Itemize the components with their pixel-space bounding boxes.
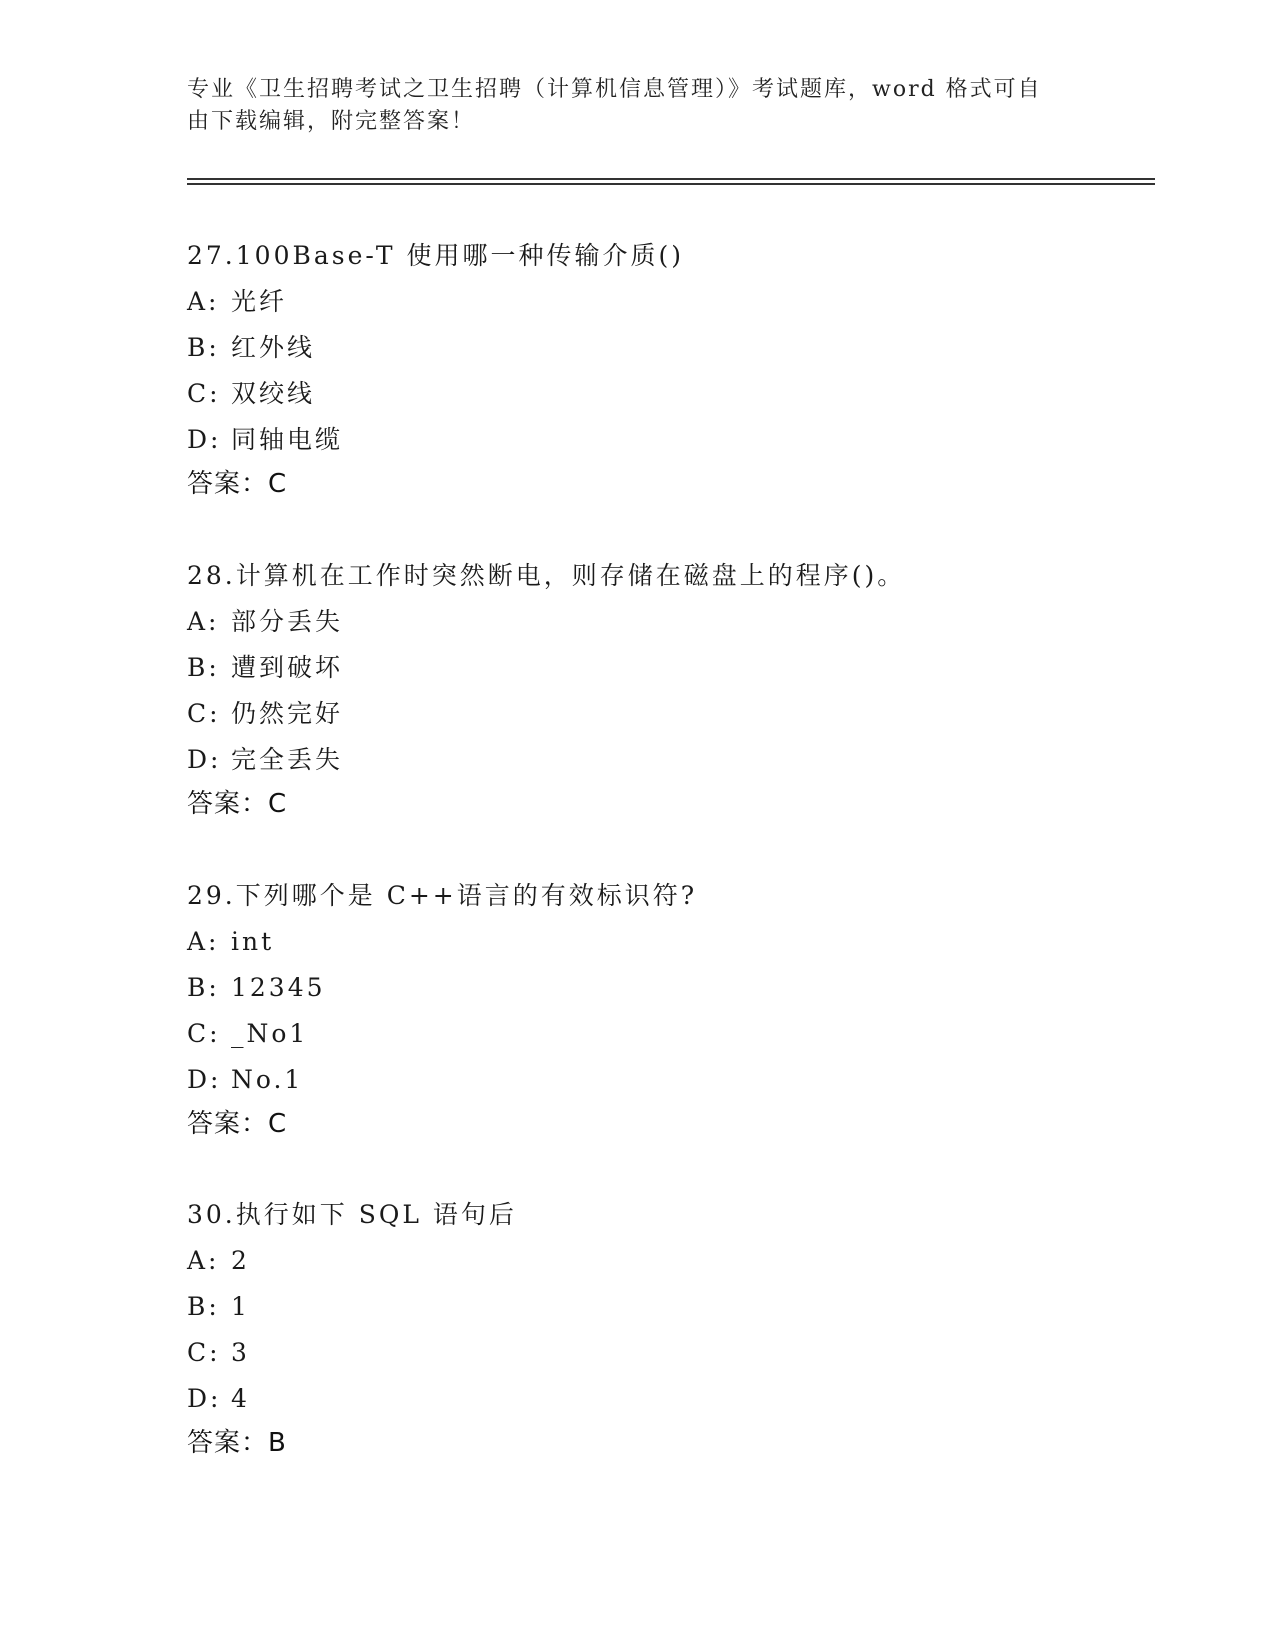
option-text: 双绞线 (231, 379, 316, 408)
question-27 (187, 240, 1147, 500)
option-a (187, 606, 1147, 638)
question-29 (187, 880, 1147, 1140)
option-key: A: (187, 607, 220, 636)
option-text: _No1 (231, 1019, 309, 1048)
option-text: No.1 (231, 1065, 304, 1094)
option-d (187, 1383, 1147, 1415)
question-30 (187, 1199, 1147, 1459)
option-text: 完全丢失 (231, 745, 344, 774)
option-key: D: (187, 745, 222, 774)
option-text: 4 (231, 1384, 250, 1413)
option-d (187, 744, 1147, 776)
question-28 (187, 560, 1147, 820)
option-key: A: (187, 927, 220, 956)
option-d (187, 1064, 1147, 1096)
option-text: 遭到破坏 (231, 653, 344, 682)
document-header (187, 74, 1067, 138)
option-key: D: (187, 1384, 222, 1413)
option-b (187, 652, 1147, 684)
option-key: C: (187, 1019, 221, 1048)
option-text: 3 (231, 1338, 250, 1367)
answer-line: 答案：C (187, 789, 288, 819)
option-c (187, 1018, 1147, 1050)
header-line-2: 由下载编辑，附完整答案！ (187, 109, 476, 134)
option-key: D: (187, 425, 222, 454)
option-key: A: (187, 1246, 220, 1275)
option-a (187, 1245, 1147, 1277)
option-b (187, 972, 1147, 1004)
option-text: 2 (231, 1246, 250, 1275)
option-key: C: (187, 1338, 221, 1367)
header-line-1: 专业《卫生招聘考试之卫生招聘（计算机信息管理）》考试题库，word 格式可自 (187, 77, 1042, 102)
option-key: B: (187, 653, 220, 682)
option-key: D: (187, 1065, 222, 1094)
header-divider-top (187, 178, 1155, 180)
option-key: B: (187, 333, 220, 362)
option-text: int (231, 927, 275, 956)
question-stem: 27.100Base-T 使用哪一种传输介质() (187, 241, 685, 270)
option-key: C: (187, 699, 221, 728)
option-key: B: (187, 973, 220, 1002)
option-a (187, 926, 1147, 958)
question-stem: 29.下列哪个是 C++语言的有效标识符? (187, 881, 698, 910)
option-c (187, 378, 1147, 410)
header-divider-bottom (187, 183, 1155, 185)
option-a (187, 286, 1147, 318)
option-text: 同轴电缆 (231, 425, 344, 454)
option-c (187, 1337, 1147, 1369)
answer-line: 答案：C (187, 1109, 288, 1139)
question-stem: 30.执行如下 SQL 语句后 (187, 1200, 517, 1229)
option-text: 光纤 (231, 287, 288, 316)
option-text: 1 (231, 1292, 250, 1321)
option-b (187, 332, 1147, 364)
option-text: 12345 (231, 973, 326, 1002)
option-c (187, 698, 1147, 730)
answer-line: 答案：C (187, 469, 288, 499)
option-b (187, 1291, 1147, 1323)
option-key: B: (187, 1292, 220, 1321)
option-text: 部分丢失 (231, 607, 344, 636)
answer-line: 答案：B (187, 1428, 287, 1458)
option-text: 红外线 (231, 333, 316, 362)
option-key: A: (187, 287, 220, 316)
question-stem: 28.计算机在工作时突然断电，则存储在磁盘上的程序()。 (187, 561, 906, 590)
option-text: 仍然完好 (231, 699, 344, 728)
option-key: C: (187, 379, 221, 408)
option-d (187, 424, 1147, 456)
